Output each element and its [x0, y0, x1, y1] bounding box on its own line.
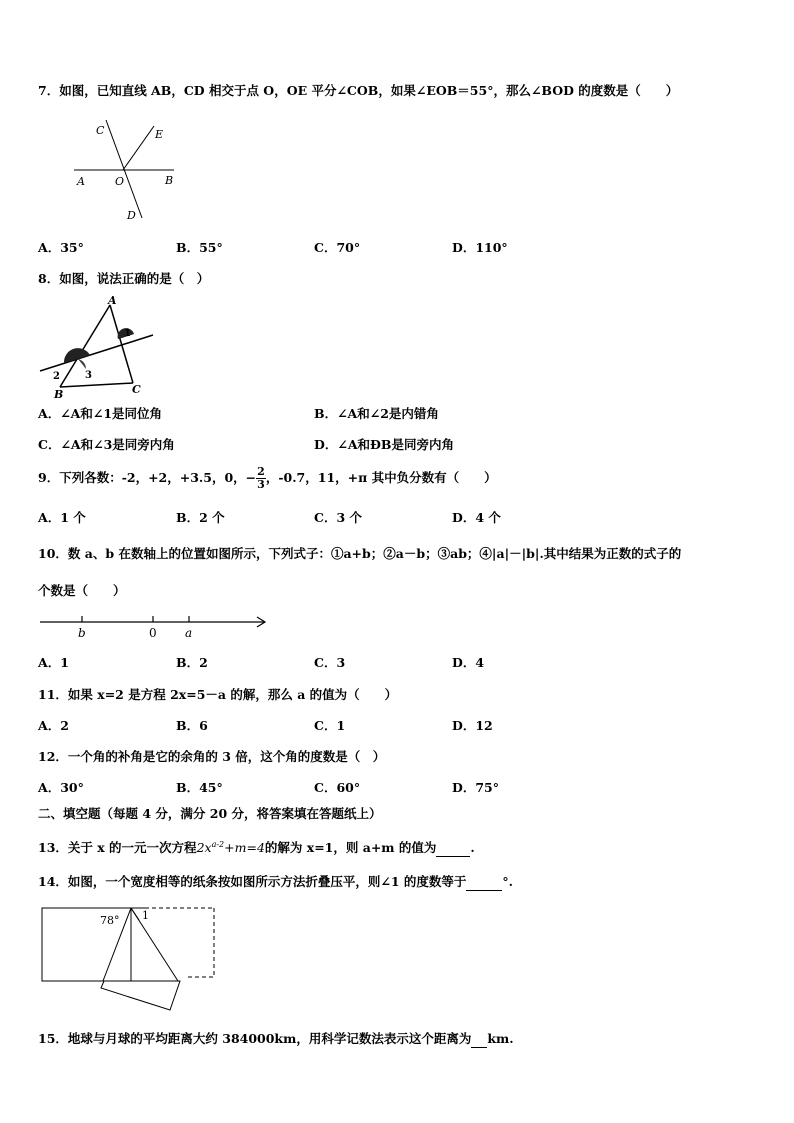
q9-frac-den: 3 [257, 478, 265, 491]
q9-fraction [256, 466, 266, 491]
q7-label-o: O [115, 175, 125, 188]
q12-stem: 12．一个角的补角是它的余角的 3 倍，这个角的度数是（ ） [38, 749, 386, 764]
q7-stem: 7．如图，已知直线 AB，CD 相交于点 O，OE 平分∠COB，如果∠EOB＝55°，那么∠BOD 的度数是（ ） [38, 83, 679, 98]
q11-option-d[interactable]: D．12 [452, 718, 493, 733]
q13-stem-part1: 13．关于 x 的一元一次方程 [38, 840, 197, 856]
q8-option-b[interactable]: B．∠A和∠2是内错角 [314, 406, 439, 421]
q9-option-a[interactable]: A．1 个 [38, 510, 86, 525]
q14-stem-part1: 14．如图，一个宽度相等的纸条按如图所示方法折叠压平，则∠1 的度数等于 [38, 874, 467, 889]
q8-label-2: 2 [53, 371, 60, 382]
q9-stem [38, 463, 497, 493]
q7-label-e: E [155, 128, 164, 141]
q9-option-d[interactable]: D．4 个 [452, 510, 501, 525]
q9-stem-part2: ，-0.7，11，+π 其中负分数有（ ） [265, 470, 497, 485]
q14-stem [38, 874, 513, 891]
q7-option-b[interactable]: B．55° [176, 240, 223, 255]
q14-answer-blank[interactable] [466, 874, 502, 891]
q9-option-b[interactable]: B．2 个 [176, 510, 225, 525]
q7-label-c: C [96, 124, 105, 137]
q10-label-a: a [185, 626, 193, 640]
q12-option-d[interactable]: D．75° [452, 780, 499, 795]
q7-label-d: D [127, 209, 136, 222]
q13-eq-exp: a-2 [211, 840, 225, 849]
q13-equation [197, 840, 265, 855]
q10-label-zero: 0 [149, 626, 157, 640]
q11-option-c[interactable]: C．1 [314, 718, 346, 733]
q10-label-b: b [78, 626, 86, 640]
q13-stem [38, 837, 475, 857]
q8-label-1: 1 [124, 328, 131, 339]
q7-option-c[interactable]: C．70° [314, 240, 361, 255]
q8-figure [38, 295, 168, 400]
q8-option-a[interactable]: A．∠A和∠1是同位角 [38, 406, 163, 421]
q7-label-b: B [165, 174, 174, 187]
q10-option-d[interactable]: D．4 [452, 655, 485, 670]
q8-label-c: C [132, 383, 141, 396]
q9-frac-num: 2 [257, 465, 265, 478]
q11-option-b[interactable]: B．6 [176, 718, 208, 733]
q14-label-78: 78° [100, 914, 120, 927]
q14-stem-end: °. [502, 874, 514, 889]
q8-label-3: 3 [85, 370, 92, 381]
q12-option-c[interactable]: C．60° [314, 780, 361, 795]
q10-option-a[interactable]: A．1 [38, 655, 69, 670]
q7-figure [70, 118, 180, 228]
q13-answer-blank[interactable] [436, 840, 470, 857]
q13-eq-base: 2x [196, 840, 212, 856]
q15-stem [38, 1031, 514, 1048]
q8-label-a: A [108, 294, 117, 307]
q7-option-a[interactable]: A．35° [38, 240, 84, 255]
q13-stem-end: . [470, 840, 475, 856]
q8-option-d[interactable]: D．∠A和ÐB是同旁内角 [314, 437, 455, 452]
section-2-title: 二、填空题（每题 4 分，满分 20 分，将答案填在答题纸上） [38, 806, 382, 821]
q9-stem-part1: 9．下列各数：-2，+2，+3.5，0，− [38, 470, 257, 485]
q10-option-c[interactable]: C．3 [314, 655, 346, 670]
q15-stem-part1: 15．地球与月球的平均距离大约 384000km，用科学记数法表示这个距离为 [38, 1031, 472, 1046]
q10-stem-line1: 10．数 a、b 在数轴上的位置如图所示，下列式子：①a+b；②a－b；③ab；④|a|－|b|.其中结果为正数的式子的 [38, 546, 682, 561]
q10-stem-line2: 个数是（ ） [38, 583, 126, 598]
q15-stem-end: km. [487, 1031, 514, 1046]
q10-option-b[interactable]: B．2 [176, 655, 208, 670]
q8-stem: 8．如图，说法正确的是（ ） [38, 271, 210, 286]
q12-option-a[interactable]: A．30° [38, 780, 84, 795]
q14-figure [38, 904, 223, 1014]
q10-number-line [38, 612, 273, 642]
q15-answer-blank[interactable] [471, 1031, 487, 1048]
q13-stem-part2: 的解为 x=1，则 a+m 的值为 [264, 840, 437, 856]
q8-label-b: B [54, 388, 64, 401]
q8-option-c[interactable]: C．∠A和∠3是同旁内角 [38, 437, 175, 452]
q11-option-a[interactable]: A．2 [38, 718, 69, 733]
q7-option-d[interactable]: D．110° [452, 240, 508, 255]
q11-stem: 11．如果 x=2 是方程 2x=5－a 的解，那么 a 的值为（ ） [38, 687, 398, 702]
q12-option-b[interactable]: B．45° [176, 780, 223, 795]
q13-eq-rest: +m=4 [224, 840, 265, 856]
q14-label-1: 1 [142, 909, 149, 922]
q9-option-c[interactable]: C．3 个 [314, 510, 362, 525]
q7-label-a: A [77, 175, 85, 188]
